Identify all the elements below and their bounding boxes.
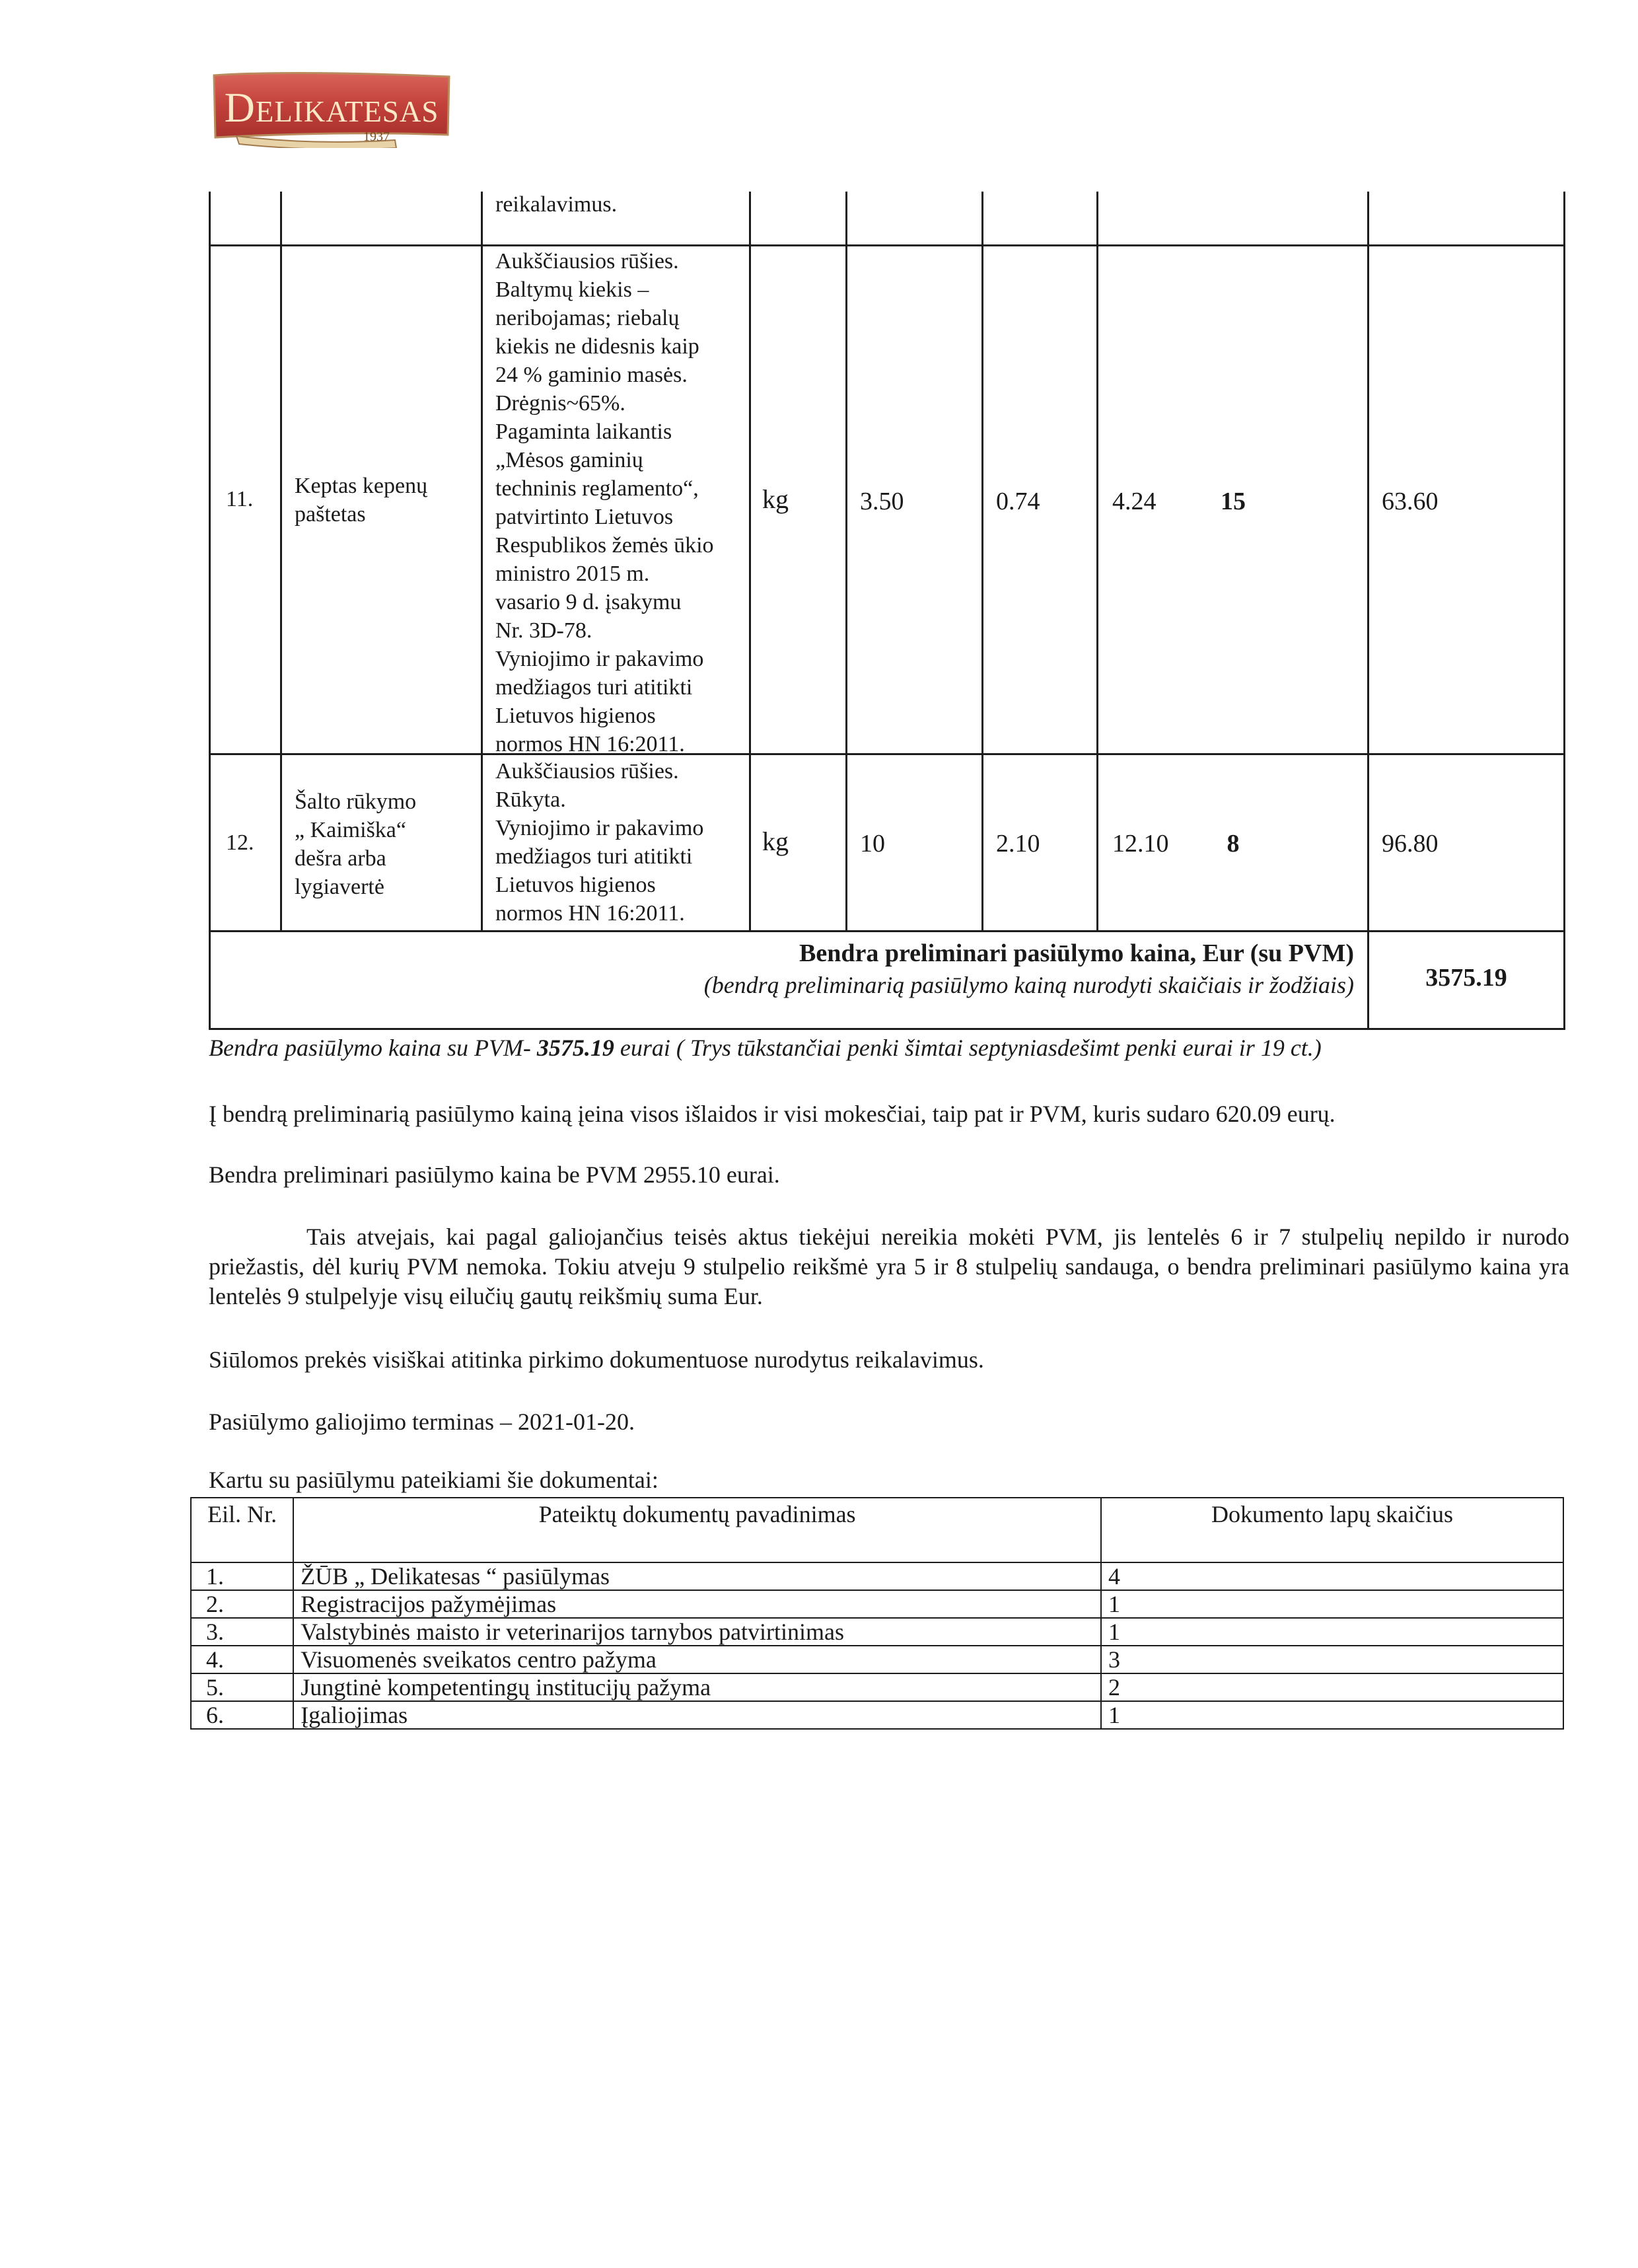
total-label: Bendra preliminari pasiūlymo kaina, Eur (su PVM): [799, 939, 1354, 967]
description-line: kiekis ne didesnis kaip: [495, 334, 699, 359]
description-line: ministro 2015 m.: [495, 562, 650, 586]
unit: kg: [762, 826, 789, 856]
description-line: medžiagos turi atitikti: [495, 675, 693, 700]
table-rule: [209, 930, 1565, 932]
table-rule: [481, 192, 483, 932]
table-rule: [209, 244, 1565, 246]
table-rule: [209, 192, 211, 1029]
description-line: Nr. 3D-78.: [495, 618, 592, 643]
table-rule: [749, 192, 751, 932]
header-name: Pateiktų dokumentų pavadinimas: [293, 1498, 1101, 1562]
description-line: Rūkyta.: [495, 787, 566, 812]
description-line: vasario 9 d. įsakymu: [495, 590, 682, 614]
description-line: Aukščiausios rūšies.: [495, 759, 679, 784]
description-line: Respublikos žemės ūkio: [495, 533, 714, 558]
description-line: techninis reglamento“,: [495, 476, 699, 501]
vat-amount: 2.10: [996, 830, 1040, 858]
table-rule: [981, 192, 983, 932]
doc-no: 2.: [191, 1590, 293, 1618]
logo-text: Delikatesas: [224, 84, 439, 131]
product-name-line: dešra arba: [295, 846, 386, 871]
description-line: neribojamas; riebalų: [495, 306, 680, 330]
row-number: 11.: [226, 487, 254, 511]
price-with-vat: 4.24: [1112, 488, 1157, 515]
line-sum: 63.60: [1382, 488, 1439, 515]
unit: kg: [762, 484, 789, 514]
quantity: 8: [1227, 830, 1240, 858]
doc-no: 5.: [191, 1673, 293, 1701]
total-words-amount: 3575.19: [536, 1035, 614, 1061]
product-name-line: Keptas kepenų: [295, 474, 428, 498]
product-name-line: „ Kaimiška“: [295, 818, 406, 842]
table-row: [191, 1646, 1563, 1673]
documents-table: [190, 1497, 1564, 1730]
vat-amount: 0.74: [996, 488, 1040, 515]
description-line: medžiagos turi atitikti: [495, 844, 693, 869]
product-name-line: lygiavertė: [295, 875, 384, 899]
compliance-paragraph: Siūlomos prekės visiškai atitinka pirkimo dokumentuose nurodytus reikalavimus.: [209, 1346, 984, 1373]
table-row: [191, 1562, 1563, 1590]
doc-pages: 2: [1101, 1673, 1563, 1701]
total-words-suffix: eurai ( Trys tūkstančiai penki šimtai septyniasdešimt penki eurai ir 19 ct.): [614, 1035, 1322, 1061]
description-line: 24 % gaminio masės.: [495, 363, 688, 387]
prev-row-text: reikalavimus.: [495, 192, 618, 217]
company-logo: [210, 71, 453, 148]
description-line: „Mėsos gaminių: [495, 448, 643, 472]
price-no-vat: 3.50: [860, 488, 904, 515]
doc-no: 6.: [191, 1701, 293, 1729]
without-vat-paragraph: Bendra preliminari pasiūlymo kaina be PVM 2955.10 eurai.: [209, 1161, 780, 1188]
total-words-prefix: Bendra pasiūlymo kaina su PVM-: [209, 1035, 537, 1061]
header-no: Eil. Nr.: [191, 1498, 293, 1562]
product-name-line: paštetas: [295, 502, 366, 527]
table-row: [191, 1673, 1563, 1701]
doc-pages: 4: [1101, 1562, 1563, 1590]
doc-name: Jungtinė kompetentingų institucijų pažyma: [293, 1673, 1101, 1701]
validity-paragraph: Pasiūlymo galiojimo terminas – 2021-01-20.: [209, 1408, 635, 1435]
table-row: [191, 1618, 1563, 1646]
doc-no: 1.: [191, 1562, 293, 1590]
vat-exempt-paragraph: Tais atvejais, kai pagal galiojančius teisės aktus tiekėjui nereikia mokėti PVM, jis lentelės 6 ir 7 stulpelių nepildo ir nurodo priežastis, dėl kurių PVM nemoka. Tokiu atveju 9 stulpelio reikšmė yra 5 ir 8 stulpelių sandauga, o bendra preliminari pasiūlymo kaina yra lentelės 9 stulpelyje visų eilučių gautų reikšmių suma Eur.: [209, 1224, 1569, 1309]
description-line: Drėgnis~65%.: [495, 391, 625, 416]
total-value: 3575.19: [1425, 964, 1507, 992]
doc-pages: 1: [1101, 1590, 1563, 1618]
table-rule: [280, 192, 282, 932]
doc-no: 4.: [191, 1646, 293, 1673]
description-line: Baltymų kiekis –: [495, 277, 649, 302]
table-rule: [209, 753, 1565, 755]
doc-name: Visuomenės sveikatos centro pažyma: [293, 1646, 1101, 1673]
doc-name: Valstybinės maisto ir veterinarijos tarnybos patvirtinimas: [293, 1618, 1101, 1646]
doc-name: Įgaliojimas: [293, 1701, 1101, 1729]
table-row: [191, 1590, 1563, 1618]
doc-pages: 3: [1101, 1646, 1563, 1673]
description-line: Vyniojimo ir pakavimo: [495, 816, 704, 840]
doc-pages: 1: [1101, 1701, 1563, 1729]
description-line: patvirtinto Lietuvos: [495, 505, 674, 529]
total-hint: (bendrą preliminarią pasiūlymo kainą nurodyti skaičiais ir žodžiais): [703, 972, 1354, 998]
header-pages: Dokumento lapų skaičius: [1101, 1498, 1563, 1562]
description-line: normos HN 16:2011.: [495, 732, 685, 756]
includes-vat-paragraph: Į bendrą preliminarią pasiūlymo kainą įeina visos išlaidos ir visi mokesčiai, taip pat ir PVM, kuris sudaro 620.09 eurų.: [209, 1101, 1335, 1127]
description-line: Pagaminta laikantis: [495, 420, 672, 444]
table-rule: [1367, 192, 1369, 1029]
doc-no: 3.: [191, 1618, 293, 1646]
price-with-vat: 12.10: [1112, 830, 1169, 858]
description-line: Lietuvos higienos: [495, 873, 656, 897]
quantity: 15: [1221, 488, 1246, 515]
description-line: Aukščiausios rūšies.: [495, 249, 679, 274]
table-rule: [209, 1028, 1565, 1030]
total-in-words: [209, 1033, 1569, 1063]
table-row: [191, 1701, 1563, 1729]
table-rule: [1096, 192, 1098, 932]
doc-pages: 1: [1101, 1618, 1563, 1646]
line-sum: 96.80: [1382, 830, 1439, 858]
documents-header-row: [191, 1498, 1563, 1562]
table-rule: [845, 192, 847, 932]
description-line: Lietuvos higienos: [495, 704, 656, 728]
product-name-line: Šalto rūkymo: [295, 789, 417, 814]
row-number: 12.: [226, 830, 254, 855]
table-rule: [1563, 192, 1565, 1029]
price-no-vat: 10: [860, 830, 885, 858]
doc-name: ŽŪB „ Delikatesas “ pasiūlymas: [293, 1562, 1101, 1590]
documents-intro: Kartu su pasiūlymu pateikiami šie dokumentai:: [209, 1467, 659, 1493]
description-line: normos HN 16:2011.: [495, 901, 685, 926]
logo-year: 1937: [363, 129, 390, 144]
description-line: Vyniojimo ir pakavimo: [495, 647, 704, 671]
doc-name: Registracijos pažymėjimas: [293, 1590, 1101, 1618]
